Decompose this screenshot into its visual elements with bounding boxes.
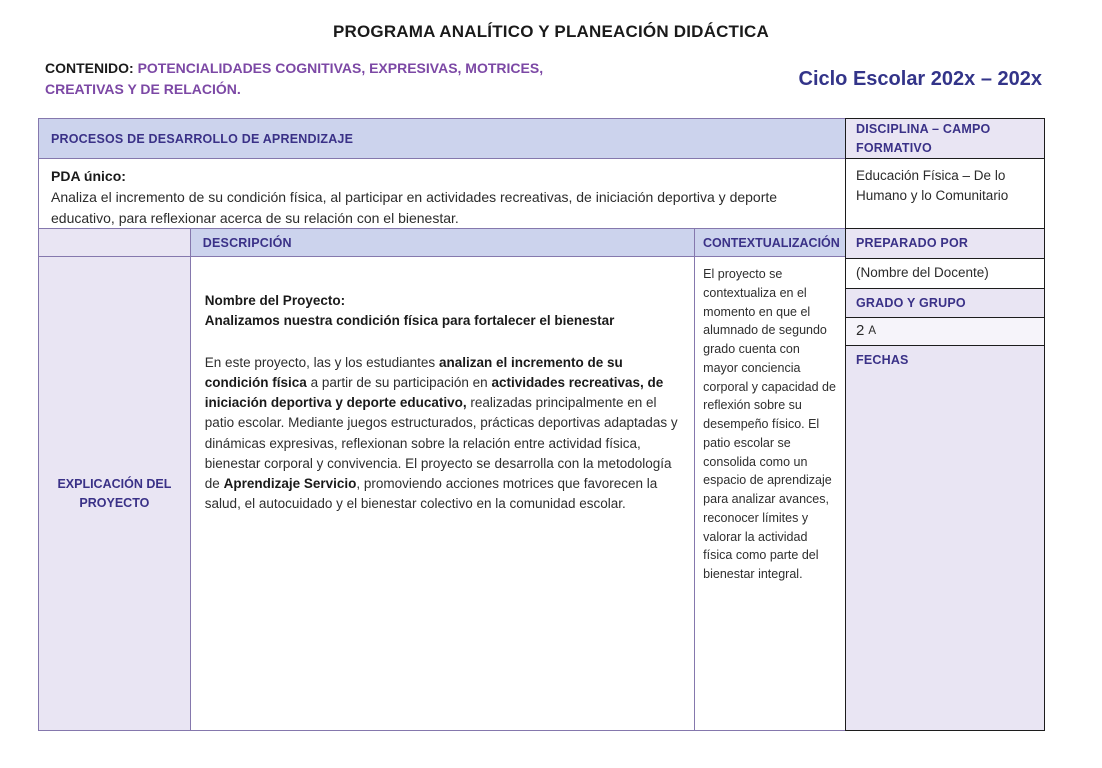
procesos-header: PROCESOS DE DESARROLLO DE APRENDIZAJE	[39, 119, 845, 159]
left-table	[38, 118, 845, 731]
contextualizacion-header: CONTEXTUALIZACIÓN	[695, 229, 845, 256]
project-name-label: Nombre del Proyecto:	[204, 293, 346, 308]
preparado-por-label: PREPARADO POR	[846, 229, 1044, 259]
descripcion-cell	[191, 257, 695, 730]
fechas-label: FECHAS	[846, 346, 1044, 730]
pda-cell	[39, 159, 845, 229]
description-paragraph: En este proyecto, las y los estudiantes analizan el incremento de su condición física a partir de su participación en actividades recreativas, de iniciación deportiva y deporte educativo, realizadas principalmente en el patio escolar. Mediante juegos estructurados, prácticas deportivas adaptadas y dinámicas expresivas, reflexionan sobre la relación entre actividad física, bienestar corporal y convivencia. El proyecto se desarrolla con la metodología de Aprendizaje Servicio, promoviendo acciones motrices que favorecen la salud, el autocuidado y el bienestar colectivo en la comunidad escolar.	[204, 354, 678, 512]
contenido-line	[45, 58, 565, 100]
content-row	[39, 257, 845, 730]
explicacion-label: EXPLICACIÓN DEL PROYECTO	[57, 476, 172, 510]
disciplina-value: Educación Física – De lo Humano y lo Comunitario	[846, 159, 1044, 229]
contextualizacion-cell: El proyecto se contextualiza en el momento en que el alumnado de segundo grado cuenta con mayor conciencia corporal y capacidad de reflexión sobre su desempeño físico. El patio escolar se consolida como un espacio de aprendizaje para analizar avances, reconocer límites y valorar la actividad física como parte del bienestar integral.	[695, 257, 845, 730]
grado-number: 2	[856, 322, 865, 340]
grado-grupo-value	[846, 318, 1044, 346]
grupo-letter: A	[868, 324, 877, 337]
contenido-value: POTENCIALIDADES COGNITIVAS, EXPRESIVAS, MOTRICES, CREATIVAS Y DE RELACIÓN.	[45, 60, 544, 97]
ciclo-escolar: Ciclo Escolar 202x – 202x	[798, 68, 1042, 90]
project-name: Analizamos nuestra condición física para fortalecer el bienestar	[204, 313, 615, 329]
contenido-label: CONTENIDO:	[45, 60, 134, 76]
descripcion-header: DESCRIPCIÓN	[191, 229, 695, 256]
preparado-por-value: (Nombre del Docente)	[846, 259, 1044, 289]
subheader	[45, 58, 1042, 100]
pda-label: PDA único:	[51, 168, 126, 184]
planning-table	[38, 118, 1045, 731]
empty-header-cell	[39, 229, 191, 256]
pda-text: Analiza el incremento de su condición física, al participar en actividades recreativas, de iniciación deportiva y deporte educativo, para reflexionar acerca de su relación con el bienestar.	[51, 189, 778, 226]
right-panel	[845, 118, 1045, 731]
page-title: PROGRAMA ANALÍTICO Y PLANEACIÓN DIDÁCTICA	[332, 22, 770, 41]
grado-grupo-label: GRADO Y GRUPO	[846, 289, 1044, 318]
disciplina-label: DISCIPLINA – CAMPO FORMATIVO	[846, 119, 1044, 159]
column-header-row	[39, 229, 845, 257]
explicacion-row-header	[39, 257, 191, 730]
